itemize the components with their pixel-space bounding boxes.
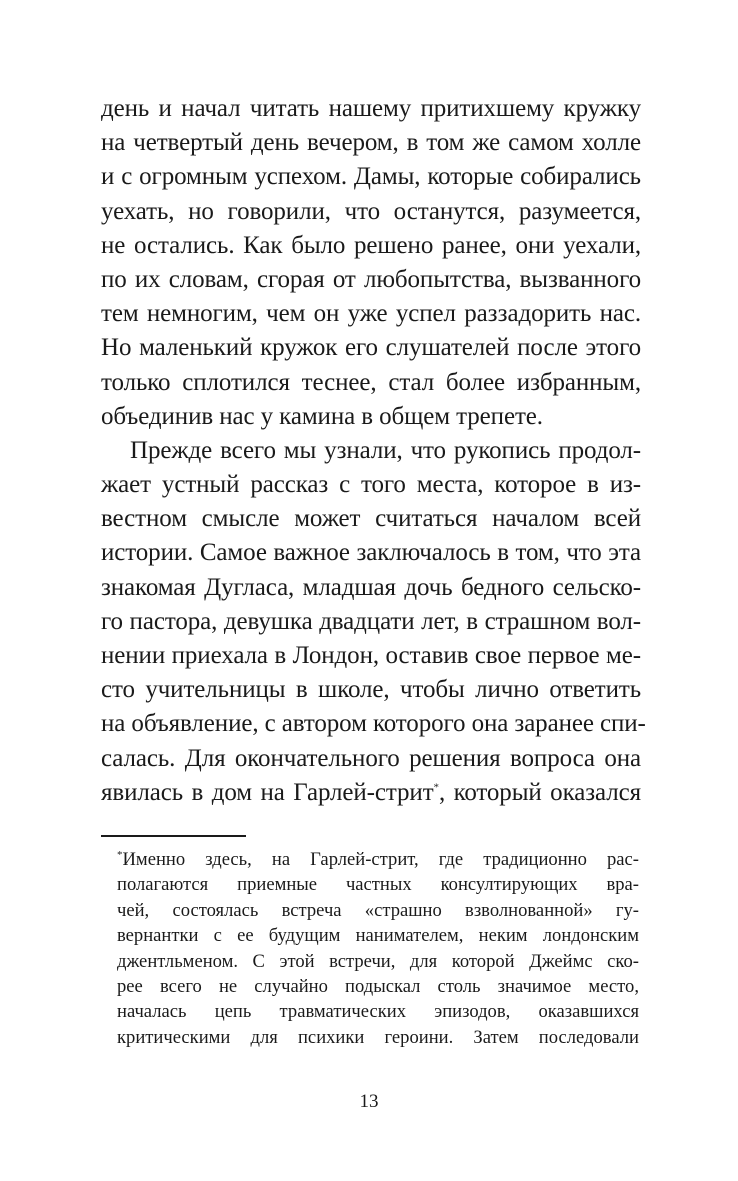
footnote-line: вернантки с ее будущим нанимателем, неким лондонским bbox=[117, 925, 639, 947]
text-line: не остались. Как было решено ранее, они уехали, bbox=[101, 231, 641, 259]
text-line: и с огромным успехом. Дамы, которые собирались bbox=[101, 163, 641, 191]
footnote-divider bbox=[101, 835, 246, 837]
text-line: день и начал читать нашему притихшему кружку bbox=[101, 95, 641, 122]
footnote-line: джентльменом. С этой встречи, для которой Джеймс ско- bbox=[117, 950, 639, 972]
text-line: тем немногим, чем он уже успел раззадорить нас. bbox=[101, 300, 641, 328]
text-line: салась. Для окончательного решения вопроса она bbox=[101, 744, 641, 772]
footnote-line: началась цепь травматических эпизодов, оказавшихся bbox=[117, 1001, 639, 1023]
text-line: нении приехала в Лондон, оставив свое первое ме- bbox=[101, 642, 641, 669]
footnote-reference[interactable]: * bbox=[433, 781, 439, 794]
text-line: на объявление, с автором которого она заранее спи- bbox=[101, 710, 646, 738]
text-line: Прежде всего мы узнали, что рукопись продол- bbox=[130, 436, 641, 464]
text-line: по их словам, сгорая от любопытства, вызванного bbox=[101, 265, 641, 293]
text-line: на четвертый день вечером, в том же самом холле bbox=[101, 129, 641, 157]
main-text bbox=[101, 92, 646, 810]
text-fragment: Именно здесь, на Гарлей-стрит, где традиционно рас- bbox=[122, 849, 639, 870]
text-line: вестном смысле может считаться началом всей bbox=[101, 505, 641, 533]
footnote-line: чей, состоялась встреча «страшно взволнованной» гу- bbox=[117, 899, 639, 921]
footnote bbox=[117, 847, 639, 1050]
text-line bbox=[101, 776, 641, 810]
text-fragment: , который оказался bbox=[438, 778, 641, 806]
text-line: только сплотился теснее, стал более избранным, bbox=[101, 368, 641, 396]
text-line: истории. Самое важное заключалось в том, что эта bbox=[101, 539, 641, 567]
text-line: объединив нас у камина в общем трепете. bbox=[101, 402, 543, 430]
text-line: уехать, но говорили, что останутся, разумеется, bbox=[101, 197, 641, 225]
footnote-line bbox=[117, 847, 639, 872]
footnote-line: рее всего не случайно подыскал столь значимое место, bbox=[117, 975, 639, 997]
text-line: го пастора, девушка двадцати лет, в страшном вол- bbox=[101, 607, 641, 635]
text-fragment: явилась в дом на Гарлей-стрит bbox=[101, 778, 434, 806]
text-line: Но маленький кружок его слушателей после этого bbox=[101, 334, 641, 362]
footnote-marker: * bbox=[117, 848, 123, 861]
footnote-line: критическими для психики героини. Затем последовали bbox=[117, 1026, 639, 1048]
footnote-line: полагаются приемные частных консултирующих вра- bbox=[117, 874, 639, 896]
text-line: сто учительницы в школе, чтобы лично ответить bbox=[101, 676, 641, 704]
text-line: знакомая Дугласа, младшая дочь бедного сельско- bbox=[101, 573, 641, 601]
page-number: 13 bbox=[359, 1091, 379, 1112]
text-line: жает устный рассказ с того места, которое в из- bbox=[101, 471, 641, 499]
